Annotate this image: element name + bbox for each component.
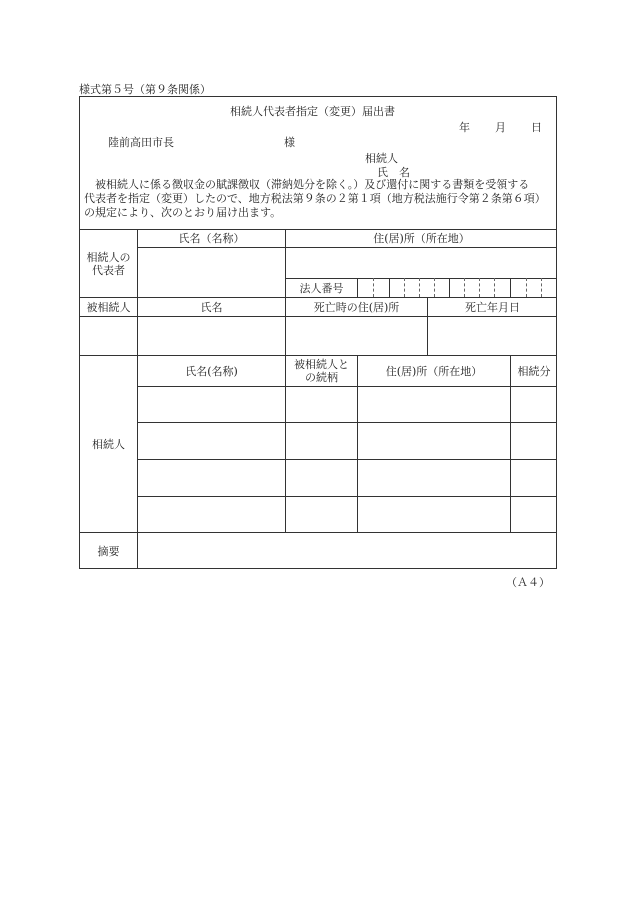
representative-row-label: 相続人の 代表者 <box>86 250 131 277</box>
decedent-death-date-field[interactable] <box>428 317 557 355</box>
addressee-name: 陸前高田市長 <box>108 136 174 149</box>
representative-name-header: 氏名（名称） <box>178 232 245 245</box>
date-year: 年 <box>459 121 470 134</box>
heir-row-3[interactable] <box>138 460 557 496</box>
heirs-relation-header: 被相続人と の続柄 <box>294 358 349 384</box>
form-number: 様式第５号（第９条関係） <box>79 83 211 96</box>
representative-address-field[interactable] <box>286 248 557 278</box>
addressee-honorific: 様 <box>284 136 295 149</box>
paper-size: （Ａ４） <box>506 576 550 589</box>
form-title: 相続人代表者指定（変更）届出書 <box>230 105 395 118</box>
date-month: 月 <box>495 121 506 134</box>
sender-name-label: 氏 名 <box>377 166 410 179</box>
representative-name-field[interactable] <box>138 248 285 297</box>
corp-number-label: 法人番号 <box>299 281 344 295</box>
decedent-death-date-header: 死亡年月日 <box>465 300 520 314</box>
representative-address-header: 住(居)所（所在地） <box>373 232 470 245</box>
date-day: 日 <box>531 121 542 134</box>
decedent-name-header: 氏名 <box>200 300 223 314</box>
decedent-row-label: 被相続人 <box>86 300 131 314</box>
corp-number-field[interactable] <box>358 279 557 297</box>
heir-row-2[interactable] <box>138 423 557 459</box>
remarks-label: 摘要 <box>97 544 120 558</box>
body-text: 被相続人に係る徴収金の賦課徴収（滞納処分を除く。）及び還付に関する書類を受領する 代表者を指定（変更）したので、地方税法第９条の２第１項（地方税法施行令第２条第６項） の規定により、次のとおり届け出ます。 <box>84 178 546 219</box>
decedent-address-field[interactable] <box>286 317 427 355</box>
heirs-name-header: 氏名(名称) <box>185 364 238 378</box>
decedent-address-header: 死亡時の住(居)所 <box>313 300 400 314</box>
heir-row-4[interactable] <box>138 497 557 532</box>
decedent-name-field[interactable] <box>138 317 285 355</box>
heirs-share-header: 相続分 <box>517 364 551 378</box>
heirs-row-label: 相続人 <box>92 437 125 451</box>
heirs-address-header: 住(居)所（所在地） <box>385 364 483 378</box>
sender-label: 相続人 <box>365 152 398 165</box>
heir-row-1[interactable] <box>138 387 557 422</box>
remarks-field[interactable] <box>138 533 557 569</box>
